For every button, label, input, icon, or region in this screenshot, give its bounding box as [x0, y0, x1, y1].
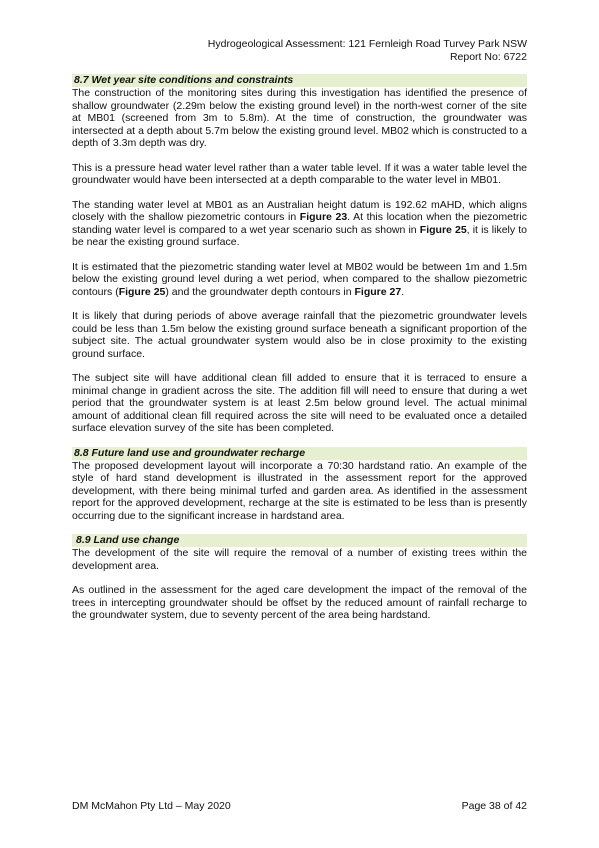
text-run: It is estimated that the piezometric standing water level at MB02 would be between 1m and 1.5m below the existing ground level during a wet period, when compared to the shallow piezometric contours ( — [72, 260, 527, 298]
header-report-number: Report No: 6722 — [449, 51, 527, 63]
text-run: , it is likely to be near the existing ground surface. — [72, 223, 527, 248]
section-8-9-paragraph-1: The development of the site will require the removal of a number of existing trees within the development area. — [72, 547, 527, 572]
header-title: Hydrogeological Assessment: 121 Fernleigh Road Turvey Park NSW — [207, 38, 527, 50]
text-run: . At this location when the piezometric standing water level is compared to a wet year scenario such as shown in — [72, 211, 527, 236]
text-run: The standing water level at MB01 as an Australian height datum is 192.62 mAHD, which aligns closely with the shallow piezometric contours in — [72, 198, 527, 223]
section-8-7-paragraph-4 — [72, 261, 527, 299]
section-8-8-heading: 8.8 Future land use and groundwater recharge — [72, 447, 527, 460]
figure-reference: Figure 25 — [118, 285, 166, 298]
section-8-8-paragraph-1: The proposed development layout will incorporate a 70:30 hardstand ratio. An example of the style of hard stand development is illustrated in the assessment report for the approved development, with there being minimal turfed and garden area. As identified in the assessment report for the approved development, recharge at the site is estimated to be less than is presently occurring due to the significant increase in hardstand area. — [72, 459, 527, 522]
section-8-9-paragraph-2: As outlined in the assessment for the aged care development the impact of the removal of the trees in intercepting groundwater should be offset by the reduced amount of rainfall recharge to the groundwater system, due to seventy percent of the area being hardstand. — [72, 584, 527, 621]
figure-reference: Figure 25 — [419, 223, 467, 236]
section-8-7-paragraph-6: The subject site will have additional clean fill added to ensure that it is terraced to ensure a minimal change in gradient across the site. The addition fill will need to ensure that during a wet period that the groundwater system is at least 2.5m below ground level. The actual minimal amount of additional clean fill required across the site will need to be evaluated once a detailed surface elevation survey of the site has been completed. — [72, 372, 527, 434]
page-footer — [72, 800, 527, 813]
text-run: . — [401, 285, 405, 298]
footer-page-number: Page 38 of 42 — [461, 800, 527, 812]
section-8-7-paragraph-3 — [72, 199, 527, 249]
text-run: ) and the groundwater depth contours in — [165, 285, 355, 298]
section-8-9-heading: 8.9 Land use change — [72, 534, 527, 547]
section-8-7-paragraph-1: The construction of the monitoring sites during this investigation has identified the presence of shallow groundwater (2.29m below the existing ground level) in the north-west corner of the site at MB01 (screened from 3m to 5.8m). At the time of construction, the groundwater was intersected at a depth about 5.7m below the existing ground level. MB02 which is constructed to a depth of 3.3m depth was dry. — [72, 87, 527, 149]
figure-reference: Figure 23 — [299, 211, 348, 223]
figure-reference: Figure 27 — [354, 285, 402, 298]
section-8-7-paragraph-2: This is a pressure head water level rather than a water table level. If it was a water table level the groundwater would have been intersected at a depth comparable to the water level in MB01. — [72, 161, 527, 186]
footer-company-date: DM McMahon Pty Ltd – May 2020 — [72, 800, 231, 812]
page-header — [208, 38, 527, 64]
page-content — [72, 74, 527, 634]
section-8-7-paragraph-5: It is likely that during periods of above average rainfall that the piezometric groundwater levels could be less than 1.5m below the existing ground surface beneath a significant proportion of the subject site. The actual groundwater system would also be in close proximity to the existing ground surface. — [72, 310, 527, 360]
section-8-7-heading: 8.7 Wet year site conditions and constraints — [72, 74, 527, 87]
